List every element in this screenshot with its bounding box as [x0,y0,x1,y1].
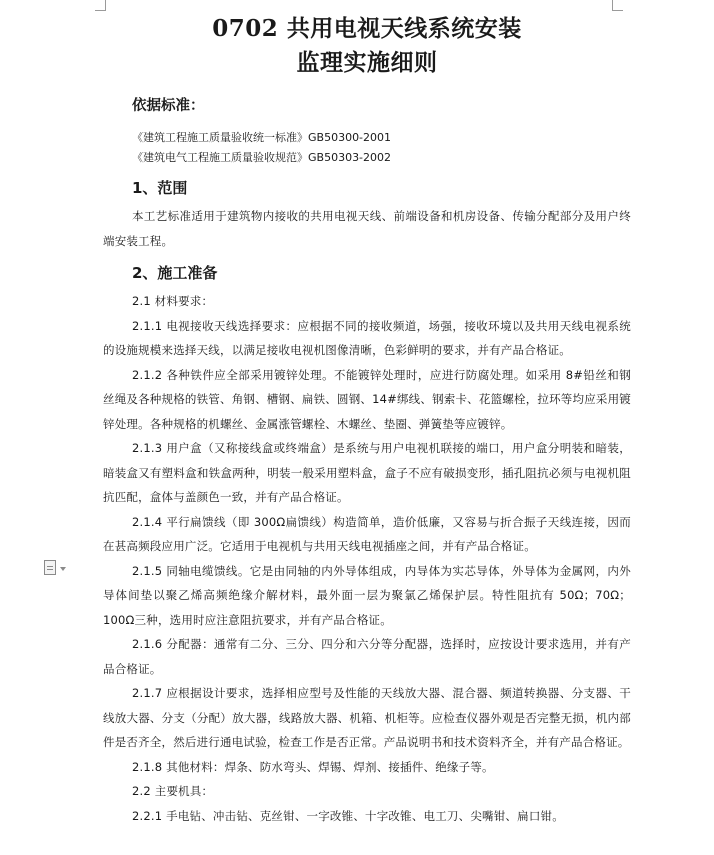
paragraph: 2.2 主要机具： [132,784,214,798]
reference-list [132,128,631,168]
paragraph: 2.1.8 其他材料：焊条、防水弯头、焊锡、焊剂、接插件、绝缘子等。 [132,759,494,774]
paragraph: 2.1.6 分配器：通常有二分、三分、四分和六分等分配器，选择时，应按设计要求选用，并有产品合格证。 [103,637,631,676]
reference-item: 《建筑电气工程施工质量验收规范》GB50303-2002 [132,151,392,164]
paragraph: 2.1.1 电视接收天线选择要求：应根据不同的接收频道，场强，接收环境以及共用天线电视系统的设施规模来选择天线，以满足接收电视机图像清晰，色彩鲜明的要求，并有产品合格证。 [103,318,631,357]
document-title-line2: 监理实施细则 [296,49,438,76]
chevron-down-icon[interactable] [60,567,66,571]
document-page [103,12,631,828]
page-corner-mark [612,0,623,11]
page-corner-mark [95,0,106,11]
paragraph: 2.1 材料要求： [132,294,214,308]
document-icon[interactable] [44,560,56,575]
paragraph: 2.1.4 平行扁馈线（即 300Ω扁馈线）构造简单，造价低廉，又容易与折合振子天线连接，因而在甚高频段应用广泛。它适用于电视机与共用天线电视插座之间，并有产品合格证。 [103,514,631,553]
basis-heading: 依据标准： [132,98,205,114]
section-heading-preparation: 2、施工准备 [132,264,218,282]
document-title-line1: 0702 共用电视天线系统安装 [212,15,522,42]
scope-paragraph: 本工艺标准适用于建筑物内接收的共用电视天线、前端设备和机房设备、传输分配部分及用户终端安装工程。 [103,209,631,248]
paragraph: 2.1.2 各种铁件应全部采用镀锌处理。不能镀锌处理时，应进行防腐处理。如采用 8#铅丝和钢丝绳及各种规格的铁管、角钢、槽钢、扁铁、圆钢、14#绑线、钢索卡、花篮螺栓，拉环等均应采用镀锌处理。各种规格的机螺丝、金属涨管螺栓、木螺丝、垫圈、弹簧垫等应镀锌。 [103,367,631,431]
paragraph: 2.1.7 应根据设计要求，选择相应型号及性能的天线放大器、混合器、频道转换器、分支器、干线放大器、分支（分配）放大器，线路放大器、机箱、机柜等。应检查仪器外观是否完整无损，机内部件是否齐全，然后进行通电试验，检查工作是否正常。产品说明书和技术资料齐全，并有产品合格证。 [103,686,631,749]
paragraph: 2.1.5 同轴电缆馈线。它是由同轴的内外导体组成，内导体为实芯导体，外导体为金属网，内外导体间垫以聚乙烯高频绝缘介解材料，最外面一层为聚氯乙烯保护层。特性阻抗有 50Ω；70Ω；100Ω三种，选用时应注意阻抗要求，并有产品合格证。 [103,563,631,627]
section-heading-scope: 1、范围 [132,179,188,197]
paragraph: 2.2.1 手电钻、冲击钻、克丝钳、一字改锥、十字改锥、电工刀、尖嘴钳、扁口钳。 [132,808,564,823]
paragraph: 2.1.3 用户盒（又称接线盒或终端盒）是系统与用户电视机联接的端口，用户盒分明装和暗装，暗装盒又有塑料盒和铁盒两种，明装一般采用塑料盒，盒子不应有破损变形，插孔阻抗必须与电视机阻抗匹配，盒体与盖颜色一致，并有产品合格证。 [103,441,631,504]
reference-item: 《建筑工程施工质量验收统一标准》GB50300-2001 [132,131,392,144]
